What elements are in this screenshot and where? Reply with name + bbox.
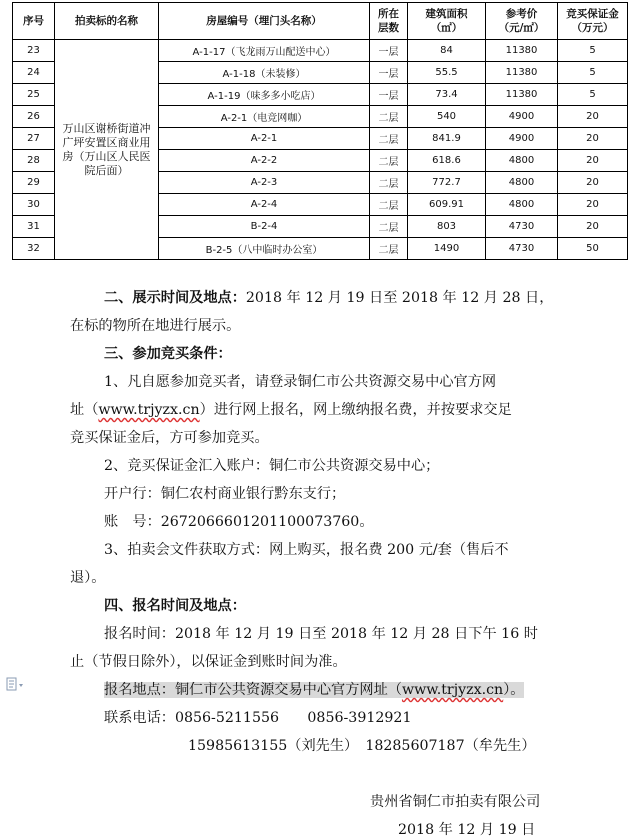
paste-options-icon[interactable] bbox=[6, 677, 26, 693]
cell-area: 540 bbox=[408, 106, 486, 128]
table-row bbox=[13, 40, 628, 62]
cell-deposit: 20 bbox=[558, 194, 628, 216]
cell-no: 32 bbox=[13, 238, 55, 260]
cell-deposit: 20 bbox=[558, 128, 628, 150]
header-area-line2: （㎡） bbox=[430, 22, 463, 34]
bank-name: 开户行：铜仁农村商业银行黔东支行； bbox=[104, 486, 346, 502]
cell-floor: 二层 bbox=[370, 128, 408, 150]
header-area bbox=[408, 3, 486, 40]
cell-deposit: 5 bbox=[558, 84, 628, 106]
cell-room: A-2-4 bbox=[159, 194, 370, 216]
reg-place-highlight bbox=[104, 682, 524, 698]
reg-place-suffix: ）。 bbox=[503, 682, 525, 698]
cell-price: 4730 bbox=[486, 238, 558, 260]
cell-deposit: 20 bbox=[558, 172, 628, 194]
cell-price: 11380 bbox=[486, 62, 558, 84]
reg-place-link[interactable]: www.trjyzx.cn bbox=[401, 682, 504, 698]
section3-item3-line2: 退）。 bbox=[70, 570, 106, 586]
reg-place-prefix: 报名地点：铜仁市公共资源交易中心官方网址（ bbox=[104, 682, 402, 698]
header-price-line2: （元/㎡） bbox=[498, 22, 545, 34]
header-deposit-line2: （万元） bbox=[571, 22, 614, 34]
lot-table bbox=[12, 2, 628, 260]
cell-floor: 二层 bbox=[370, 106, 408, 128]
section3-item1-line3: 竞买保证金后，方可参加竞买。 bbox=[70, 430, 269, 446]
cell-floor: 一层 bbox=[370, 62, 408, 84]
table-header-row bbox=[13, 3, 628, 40]
section3-item1-line2 bbox=[70, 400, 590, 420]
reg-place-line bbox=[104, 680, 624, 700]
cell-room: A-2-2 bbox=[159, 150, 370, 172]
cell-room: B-2-4 bbox=[159, 216, 370, 238]
cell-room: A-2-1 bbox=[159, 128, 370, 150]
cell-deposit: 20 bbox=[558, 216, 628, 238]
cell-price: 4800 bbox=[486, 194, 558, 216]
cell-area: 618.6 bbox=[408, 150, 486, 172]
cell-area: 841.9 bbox=[408, 128, 486, 150]
cell-price: 4800 bbox=[486, 150, 558, 172]
header-deposit bbox=[558, 3, 628, 40]
cell-floor: 二层 bbox=[370, 238, 408, 260]
cell-no: 31 bbox=[13, 216, 55, 238]
cell-floor: 二层 bbox=[370, 150, 408, 172]
cell-room: A-2-1（电竞网咖） bbox=[159, 106, 370, 128]
cell-no: 27 bbox=[13, 128, 55, 150]
cell-area: 73.4 bbox=[408, 84, 486, 106]
cell-price: 4730 bbox=[486, 216, 558, 238]
cell-no: 29 bbox=[13, 172, 55, 194]
reg-time-line2: 止（节假日除外），以保证金到账时间为准。 bbox=[70, 654, 347, 670]
cell-area: 1490 bbox=[408, 238, 486, 260]
cell-no: 25 bbox=[13, 84, 55, 106]
cell-no: 30 bbox=[13, 194, 55, 216]
cell-room: B-2-5（八中临时办公室） bbox=[159, 238, 370, 260]
bank-account: 账 号：26720666012011000737​60。 bbox=[104, 514, 374, 530]
section2-line2: 在标的物所在地进行展示。 bbox=[70, 318, 241, 334]
header-floor-line2: 层数 bbox=[378, 22, 399, 34]
section3-heading: 三、参加竞买条件： bbox=[104, 346, 232, 362]
section3-item3-line1: 3、拍卖会文件获取方式：网上购买，报名费 200 元/套（售后不 bbox=[104, 542, 509, 558]
cell-no: 26 bbox=[13, 106, 55, 128]
section3-item2-line1: 2、竞买保证金汇入账户：铜仁市公共资源交易中心； bbox=[104, 458, 440, 474]
cell-deposit: 5 bbox=[558, 62, 628, 84]
reg-time-line1: 报名时间：2018 年 12 月 19 日至 2018 年 12 月 28 日下午 16 时 bbox=[104, 626, 538, 642]
cell-no: 23 bbox=[13, 40, 55, 62]
cell-deposit: 20 bbox=[558, 150, 628, 172]
cell-floor: 二层 bbox=[370, 194, 408, 216]
header-price-line1: 参考价 bbox=[505, 8, 538, 20]
contact-phone-line2: 15985613155（刘先生） 18285607187（牟先生） bbox=[188, 738, 536, 754]
header-price bbox=[486, 3, 558, 40]
cell-price: 4800 bbox=[486, 172, 558, 194]
cell-price: 11380 bbox=[486, 40, 558, 62]
section2-line1 bbox=[104, 288, 624, 308]
cell-no: 28 bbox=[13, 150, 55, 172]
cell-floor: 一层 bbox=[370, 84, 408, 106]
cell-no: 24 bbox=[13, 62, 55, 84]
section3-item1-prefix: 址（ bbox=[70, 402, 99, 418]
header-deposit-line1: 竞买保证金 bbox=[566, 8, 619, 20]
cell-floor: 一层 bbox=[370, 40, 408, 62]
header-room: 房屋编号（埋门头名称） bbox=[159, 3, 370, 40]
section2-dates: 2018 年 12 月 19 日至 2018 年 12 月 28 日， bbox=[245, 290, 554, 306]
cell-area: 84 bbox=[408, 40, 486, 62]
cell-floor: 二层 bbox=[370, 216, 408, 238]
cell-room: A-2-3 bbox=[159, 172, 370, 194]
section3-item1-suffix: ）进行网上报名，网上缴纳报名费，并按要求交足 bbox=[199, 402, 512, 418]
cell-room: A-1-17（飞龙雨万山配送中心） bbox=[159, 40, 370, 62]
merged-lot-name: 万山区谢桥街道冲广坪安置区商业用房（万山区人民医院后面） bbox=[55, 40, 159, 260]
header-floor-line1: 所在 bbox=[378, 8, 399, 20]
section4-heading: 四、报名时间及地点： bbox=[104, 598, 246, 614]
cell-area: 609.91 bbox=[408, 194, 486, 216]
header-no: 序号 bbox=[13, 3, 55, 40]
cell-room: A-1-19（味多多小吃店） bbox=[159, 84, 370, 106]
cell-price: 4900 bbox=[486, 106, 558, 128]
cell-price: 11380 bbox=[486, 84, 558, 106]
cell-area: 803 bbox=[408, 216, 486, 238]
cell-price: 4900 bbox=[486, 128, 558, 150]
section3-item1-line1: 1、凡自愿参加竞买者，请登录铜仁市公共资源交易中心官方网 bbox=[104, 374, 497, 390]
cell-deposit: 20 bbox=[558, 106, 628, 128]
header-area-line1: 建筑面积 bbox=[425, 8, 468, 20]
website-link[interactable]: www.trjyzx.cn bbox=[98, 402, 200, 418]
cell-floor: 二层 bbox=[370, 172, 408, 194]
signature-company: 贵州省铜仁市拍卖有限公司 bbox=[370, 794, 541, 810]
contact-phone-line1: 联系电话：0856-5211556 0856-3912921 bbox=[104, 710, 412, 726]
header-name: 拍卖标的名称 bbox=[55, 3, 159, 40]
signature-date: 2018 年 12 月 19 日 bbox=[398, 822, 536, 838]
cell-area: 55.5 bbox=[408, 62, 486, 84]
cell-room: A-1-18（未装修） bbox=[159, 62, 370, 84]
cell-deposit: 5 bbox=[558, 40, 628, 62]
header-floor bbox=[370, 3, 408, 40]
cell-deposit: 50 bbox=[558, 238, 628, 260]
cell-area: 772.7 bbox=[408, 172, 486, 194]
section2-heading: 二、展示时间及地点： bbox=[104, 290, 246, 306]
